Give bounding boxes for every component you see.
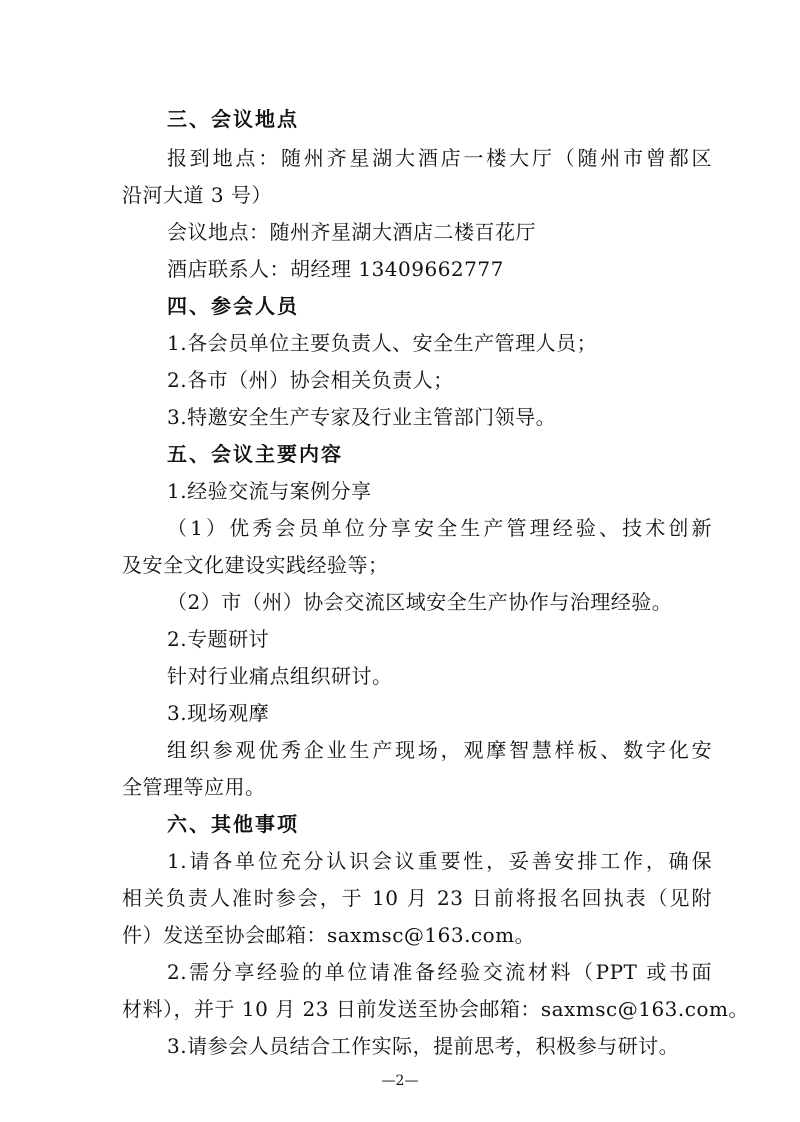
content-item-1: 1.经验交流与案例分享: [167, 479, 372, 503]
content-item-1-sub-2: （2）市（州）协会交流区域安全生产协作与治理经验。: [167, 590, 673, 614]
content-item-3-line1: 组织参观优秀企业生产现场，观摩智慧样板、数字化安: [167, 738, 712, 762]
section-heading-other: 六、其他事项: [167, 812, 299, 836]
attendees-item-1: 1.各会员单位主要负责人、安全生产管理人员；: [167, 331, 598, 355]
attendees-item-2: 2.各市（州）协会相关负责人；: [167, 368, 454, 392]
other-item-1-line3: 件）发送至协会邮箱：saxmsc@163.com。: [122, 923, 536, 947]
other-item-2-line2: 材料），并于 10 月 23 日前发送至协会邮箱：saxmsc@163.com。: [122, 997, 749, 1021]
page-number: —2—: [381, 1073, 419, 1089]
section-heading-content: 五、会议主要内容: [167, 442, 343, 466]
other-item-3: 3.请参会人员结合工作实际，提前思考，积极参与研讨。: [167, 1034, 680, 1058]
report-location-line2: 沿河大道 3 号）: [122, 183, 272, 207]
other-item-1-line2: 相关负责人准时参会，于 10 月 23 日前将报名回执表（见附: [122, 886, 712, 910]
other-item-1-line1: 1.请各单位充分认识会议重要性，妥善安排工作，确保: [167, 849, 712, 873]
attendees-item-3: 3.特邀安全生产专家及行业主管部门领导。: [167, 405, 557, 429]
other-item-2-line1: 2.需分享经验的单位请准备经验交流材料（PPT 或书面: [167, 960, 712, 984]
section-heading-attendees: 四、参会人员: [167, 294, 299, 318]
venue-line: 会议地点：随州齐星湖大酒店二楼百花厅: [167, 220, 536, 244]
content-item-2: 2.专题研讨: [167, 627, 270, 651]
content-item-3: 3.现场观摩: [167, 701, 270, 725]
report-location-line1: 报到地点：随州齐星湖大酒店一楼大厅（随州市曾都区: [167, 146, 712, 170]
hotel-contact-line: 酒店联系人：胡经理 13409662777: [167, 257, 504, 281]
content-item-3-line2: 全管理等应用。: [122, 775, 266, 799]
section-heading-location: 三、会议地点: [167, 107, 299, 131]
content-item-2-text: 针对行业痛点组织研讨。: [167, 664, 393, 688]
content-item-1-sub-1-line1: （1）优秀会员单位分享安全生产管理经验、技术创新: [167, 516, 712, 540]
content-item-1-sub-1-line2: 及安全文化建设实践经验等；: [122, 553, 389, 577]
